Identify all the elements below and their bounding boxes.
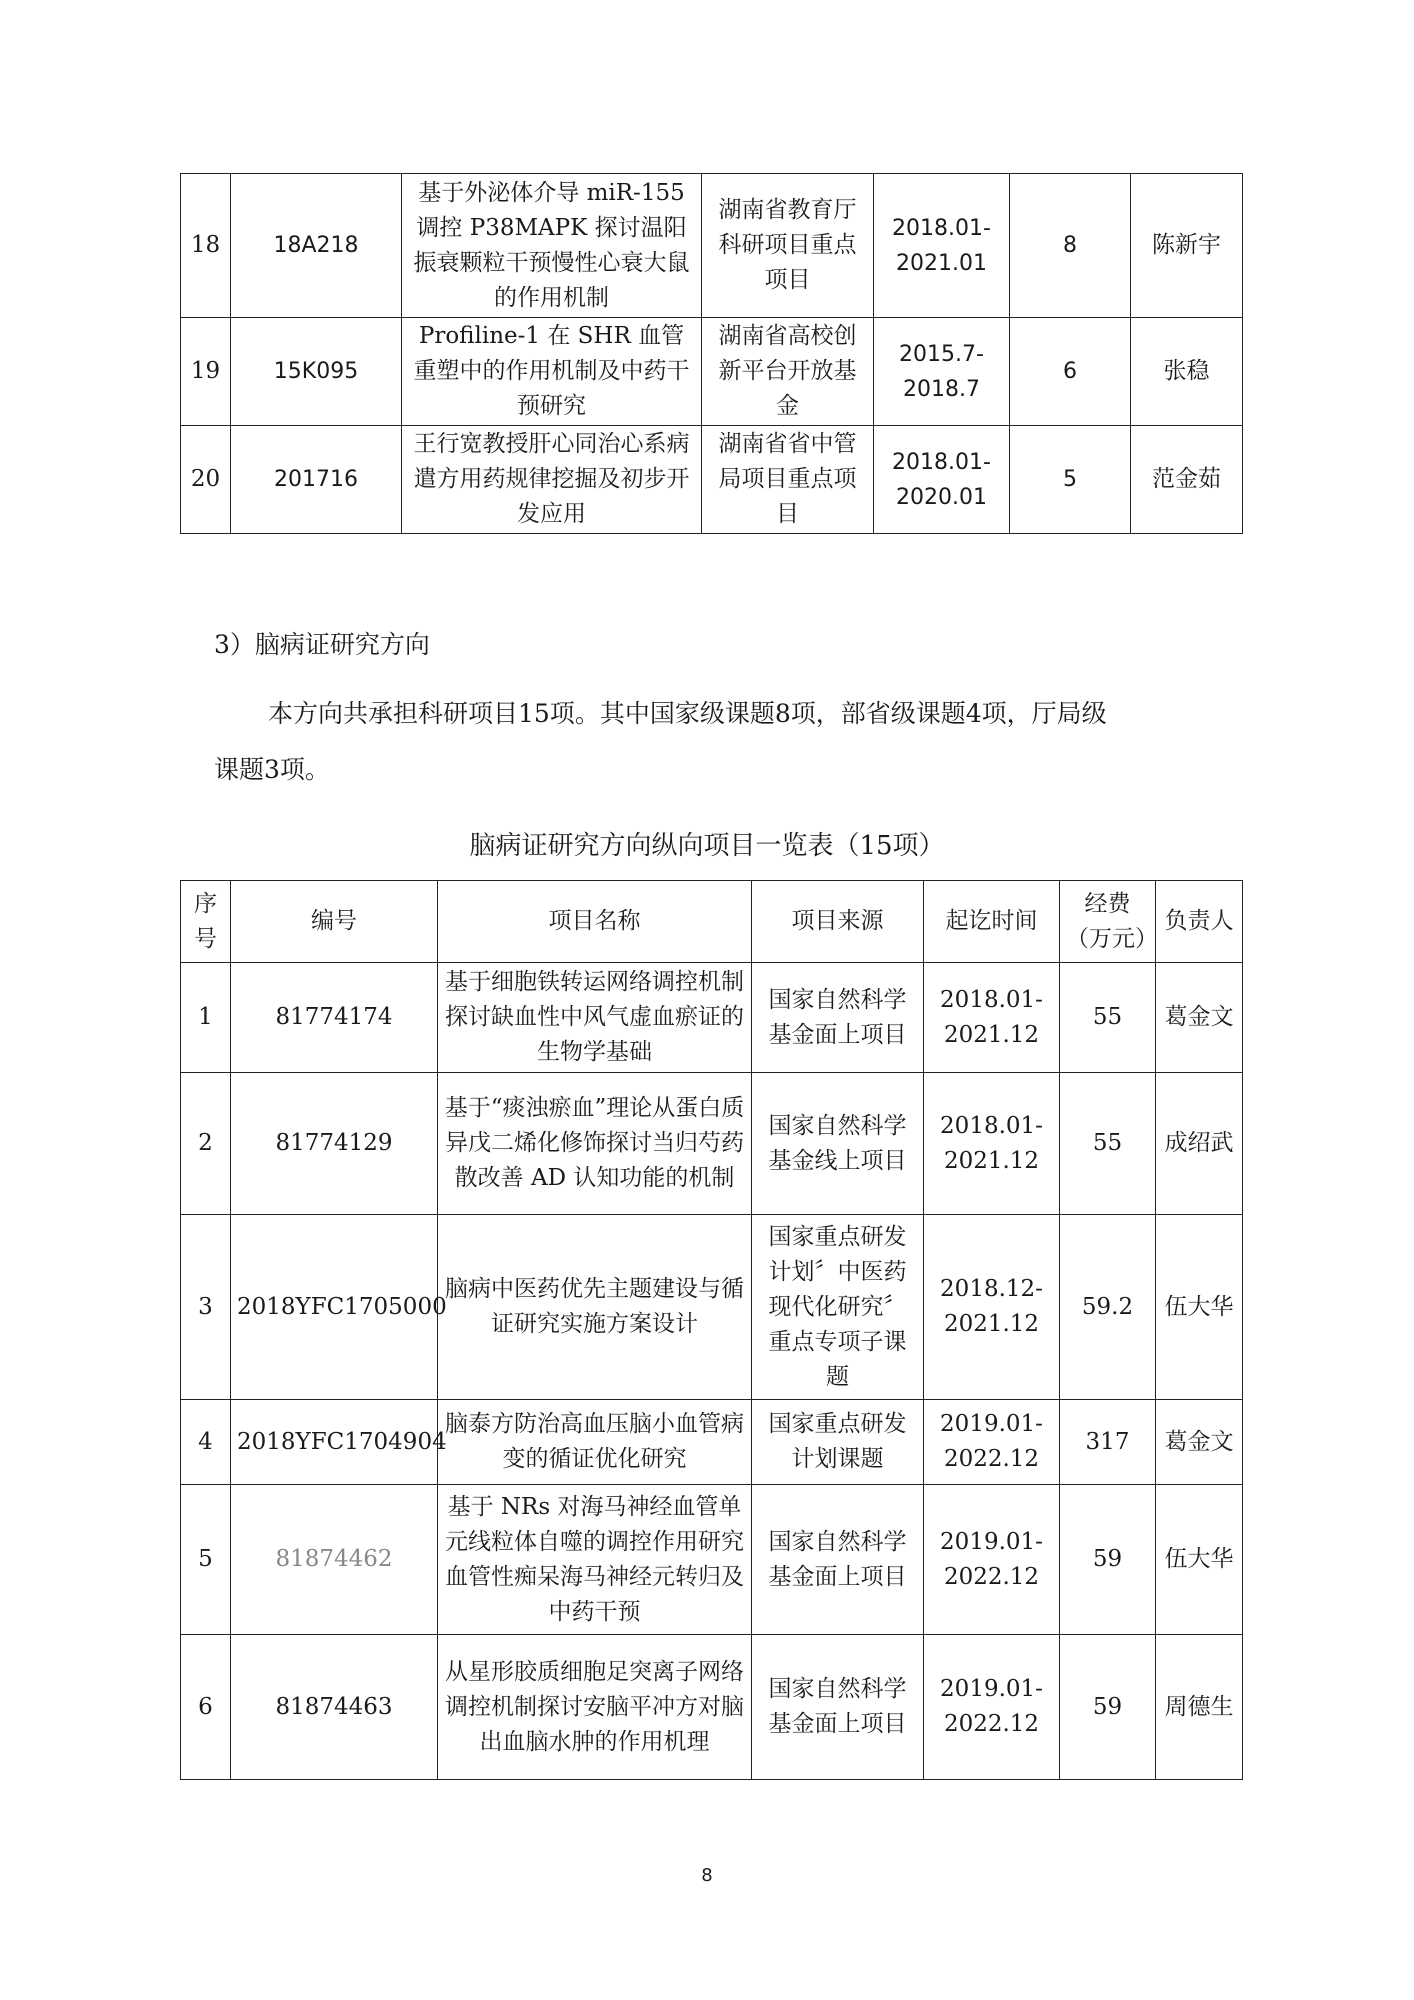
table-row — [181, 1400, 1243, 1485]
page-number: 8 — [701, 1865, 713, 1886]
projects-table — [180, 880, 1243, 1780]
table-header-row — [181, 881, 1243, 963]
row-seq: 2 — [181, 1073, 231, 1215]
table-row — [181, 1073, 1243, 1215]
row-seq: 6 — [181, 1635, 231, 1780]
row-funding: 59 — [1060, 1635, 1156, 1780]
row-leader: 葛金文 — [1156, 1400, 1243, 1485]
row-project-name: 基于外泌体介导 miR-155 调控 P38MAPK 探讨温阳振衰颗粒干预慢性心衰大鼠的作用机制 — [402, 174, 702, 318]
row-source: 湖南省省中管局项目重点项目 — [702, 426, 874, 534]
header-code: 编号 — [231, 881, 438, 963]
table-row — [181, 318, 1243, 426]
row-code: 15K095 — [231, 318, 402, 426]
table-row — [181, 1215, 1243, 1400]
row-seq: 19 — [181, 318, 231, 426]
row-code: 18A218 — [231, 174, 402, 318]
row-seq: 4 — [181, 1400, 231, 1485]
row-period: 2019.01-2022.12 — [924, 1635, 1060, 1780]
row-leader: 范金茹 — [1131, 426, 1243, 534]
row-seq: 5 — [181, 1485, 231, 1635]
row-project-name: Profiline-1 在 SHR 血管重塑中的作用机制及中药干预研究 — [402, 318, 702, 426]
table-row — [181, 426, 1243, 534]
row-source: 国家自然科学基金线上项目 — [752, 1073, 924, 1215]
row-code: 81774174 — [231, 963, 438, 1073]
row-funding: 59.2 — [1060, 1215, 1156, 1400]
row-seq: 20 — [181, 426, 231, 534]
row-funding: 8 — [1010, 174, 1131, 318]
row-seq: 1 — [181, 963, 231, 1073]
row-code: 2018YFC1704904 — [231, 1400, 438, 1485]
row-source: 国家自然科学基金面上项目 — [752, 1635, 924, 1780]
row-code: 2018YFC1705000 — [231, 1215, 438, 1400]
row-project-name: 基于 NRs 对海马神经血管单元线粒体自噬的调控作用研究血管性痴呆海马神经元转归及中药干预 — [438, 1485, 752, 1635]
row-leader: 伍大华 — [1156, 1215, 1243, 1400]
table-row — [181, 963, 1243, 1073]
row-project-name: 基于“痰浊瘀血”理论从蛋白质异戊二烯化修饰探讨当归芍药散改善 AD 认知功能的机制 — [438, 1073, 752, 1215]
row-funding: 5 — [1010, 426, 1131, 534]
header-seq: 序号 — [181, 881, 231, 963]
row-source: 湖南省教育厅科研项目重点项目 — [702, 174, 874, 318]
row-code: 81774129 — [231, 1073, 438, 1215]
row-source: 国家重点研发计划课题 — [752, 1400, 924, 1485]
row-funding: 55 — [1060, 963, 1156, 1073]
row-leader: 伍大华 — [1156, 1485, 1243, 1635]
row-funding: 6 — [1010, 318, 1131, 426]
row-source: 国家自然科学基金面上项目 — [752, 1485, 924, 1635]
paragraph-line-1: 本方向共承担科研项目15项。其中国家级课题8项，部省级课题4项，厅局级 — [268, 699, 1107, 728]
row-project-name: 基于细胞铁转运网络调控机制探讨缺血性中风气虚血瘀证的生物学基础 — [438, 963, 752, 1073]
row-source: 国家自然科学基金面上项目 — [752, 963, 924, 1073]
row-leader: 周德生 — [1156, 1635, 1243, 1780]
header-funding: 经费（万元） — [1060, 881, 1156, 963]
header-name: 项目名称 — [438, 881, 752, 963]
row-project-name: 从星形胶质细胞足突离子网络调控机制探讨安脑平冲方对脑出血脑水肿的作用机理 — [438, 1635, 752, 1780]
section-heading: 3）脑病证研究方向 — [214, 630, 430, 659]
row-seq: 18 — [181, 174, 231, 318]
table-row — [181, 174, 1243, 318]
continuation-table — [180, 173, 1243, 534]
row-seq: 3 — [181, 1215, 231, 1400]
section-paragraph — [214, 686, 1244, 798]
table-title: 脑病证研究方向纵向项目一览表（15项） — [469, 831, 945, 861]
row-code: 81874462 — [231, 1485, 438, 1635]
row-project-name: 脑病中医药优先主题建设与循证研究实施方案设计 — [438, 1215, 752, 1400]
row-leader: 葛金文 — [1156, 963, 1243, 1073]
row-code: 201716 — [231, 426, 402, 534]
row-period: 2018.01-2021.12 — [924, 963, 1060, 1073]
table-row — [181, 1485, 1243, 1635]
row-source: 湖南省高校创新平台开放基金 — [702, 318, 874, 426]
row-period: 2018.01-2021.01 — [874, 174, 1010, 318]
row-period: 2018.01-2020.01 — [874, 426, 1010, 534]
paragraph-line-2: 课题3项。 — [214, 755, 330, 784]
row-funding: 55 — [1060, 1073, 1156, 1215]
table-row — [181, 1635, 1243, 1780]
row-period: 2019.01-2022.12 — [924, 1485, 1060, 1635]
header-leader: 负责人 — [1156, 881, 1243, 963]
row-funding: 59 — [1060, 1485, 1156, 1635]
row-period: 2018.01-2021.12 — [924, 1073, 1060, 1215]
header-source: 项目来源 — [752, 881, 924, 963]
row-project-name: 脑泰方防治高血压脑小血管病变的循证优化研究 — [438, 1400, 752, 1485]
row-leader: 张稳 — [1131, 318, 1243, 426]
row-code: 81874463 — [231, 1635, 438, 1780]
row-leader: 陈新宇 — [1131, 174, 1243, 318]
row-period: 2019.01-2022.12 — [924, 1400, 1060, 1485]
row-period: 2015.7-2018.7 — [874, 318, 1010, 426]
row-period: 2018.12-2021.12 — [924, 1215, 1060, 1400]
header-period: 起讫时间 — [924, 881, 1060, 963]
row-project-name: 王行宽教授肝心同治心系病遣方用药规律挖掘及初步开发应用 — [402, 426, 702, 534]
row-funding: 317 — [1060, 1400, 1156, 1485]
row-leader: 成绍武 — [1156, 1073, 1243, 1215]
row-source: 国家重点研发计划〞中医药现代化研究〞重点专项子课题 — [752, 1215, 924, 1400]
